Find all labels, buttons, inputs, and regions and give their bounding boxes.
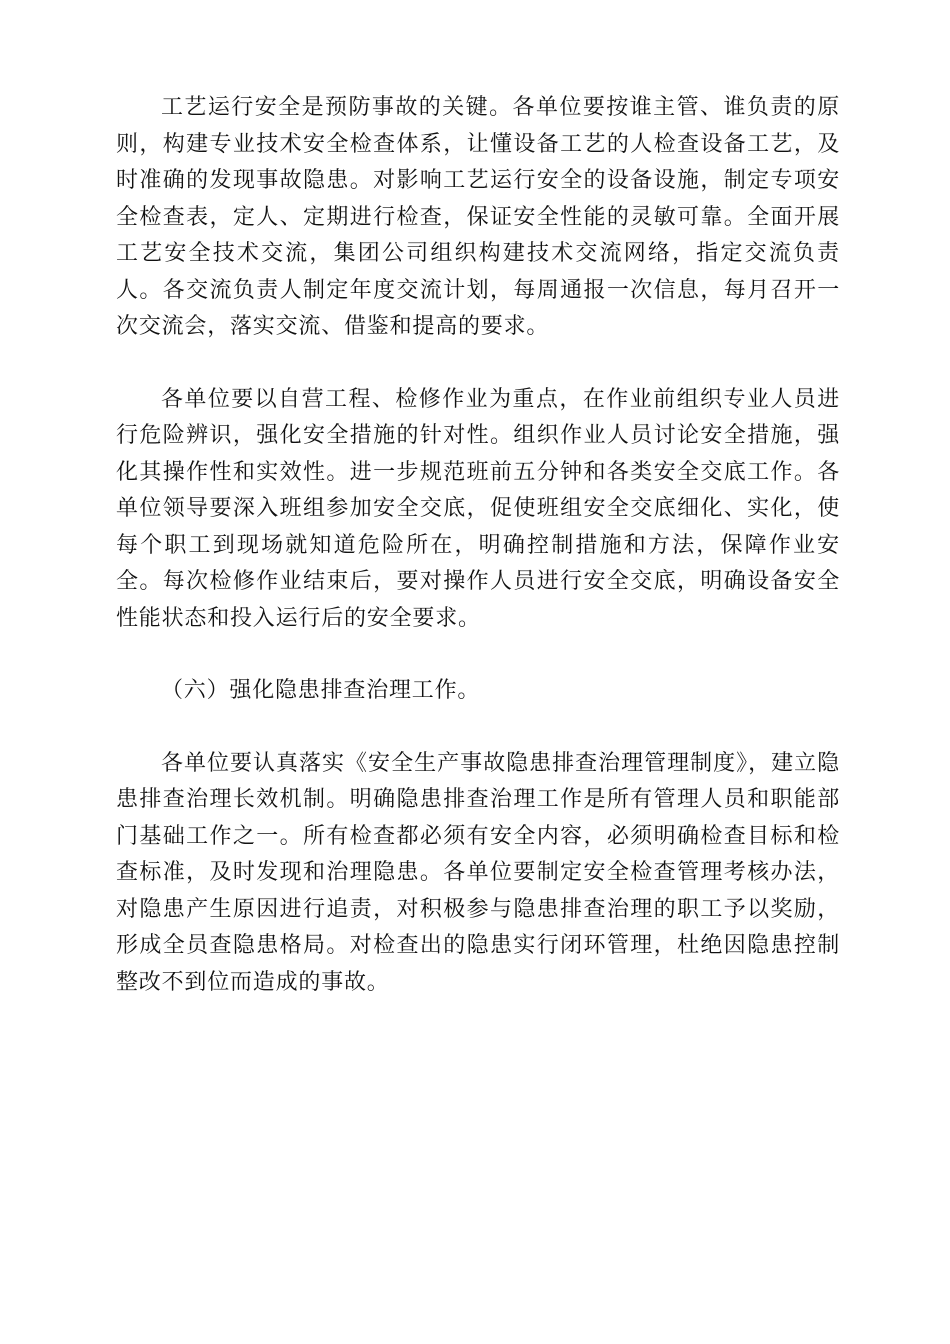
paragraph-maintenance-work: 各单位要以自营工程、检修作业为重点，在作业前组织专业人员进行危险辨识，强化安全措施的针对性。组织作业人员讨论安全措施，强化其操作性和实效性。进一步规范班前五分钟和各类安全交底工作。各单位领导要深入班组参加安全交底，促使班组安全交底细化、实化，使每个职工到现场就知道危险所在，明确控制措施和方法，保障作业安全。每次检修作业结束后，要对操作人员进行安全交底，明确设备安全性能状态和投入运行后的安全要求。	[116, 386, 840, 631]
paragraph-hazard-inspection: 各单位要认真落实《安全生产事故隐患排查治理管理制度》，建立隐患排查治理长效机制。明确隐患排查治理工作是所有管理人员和职能部门基础工作之一。所有检查都必须有安全内容，必须明确检查目标和检查标准，及时发现和治理隐患。各单位要制定安全检查管理考核办法，对隐患产生原因进行追责，对积极参与隐患排查治理的职工予以奖励，形成全员查隐患格局。对检查出的隐患实行闭环管理，杜绝因隐患控制整改不到位而造成的事故。	[116, 750, 840, 995]
paragraph-process-safety: 工艺运行安全是预防事故的关键。各单位要按谁主管、谁负责的原则，构建专业技术安全检查体系，让懂设备工艺的人检查设备工艺，及时准确的发现事故隐患。对影响工艺运行安全的设备设施，制定专项安全检查表，定人、定期进行检查，保证安全性能的灵敏可靠。全面开展工艺安全技术交流，集团公司组织构建技术交流网络，指定交流负责人。各交流负责人制定年度交流计划，每周通报一次信息，每月召开一次交流会，落实交流、借鉴和提高的要求。	[116, 95, 840, 339]
document-body	[116, 90, 840, 1001]
section-heading: （六）强化隐患排查治理工作。	[161, 678, 481, 703]
